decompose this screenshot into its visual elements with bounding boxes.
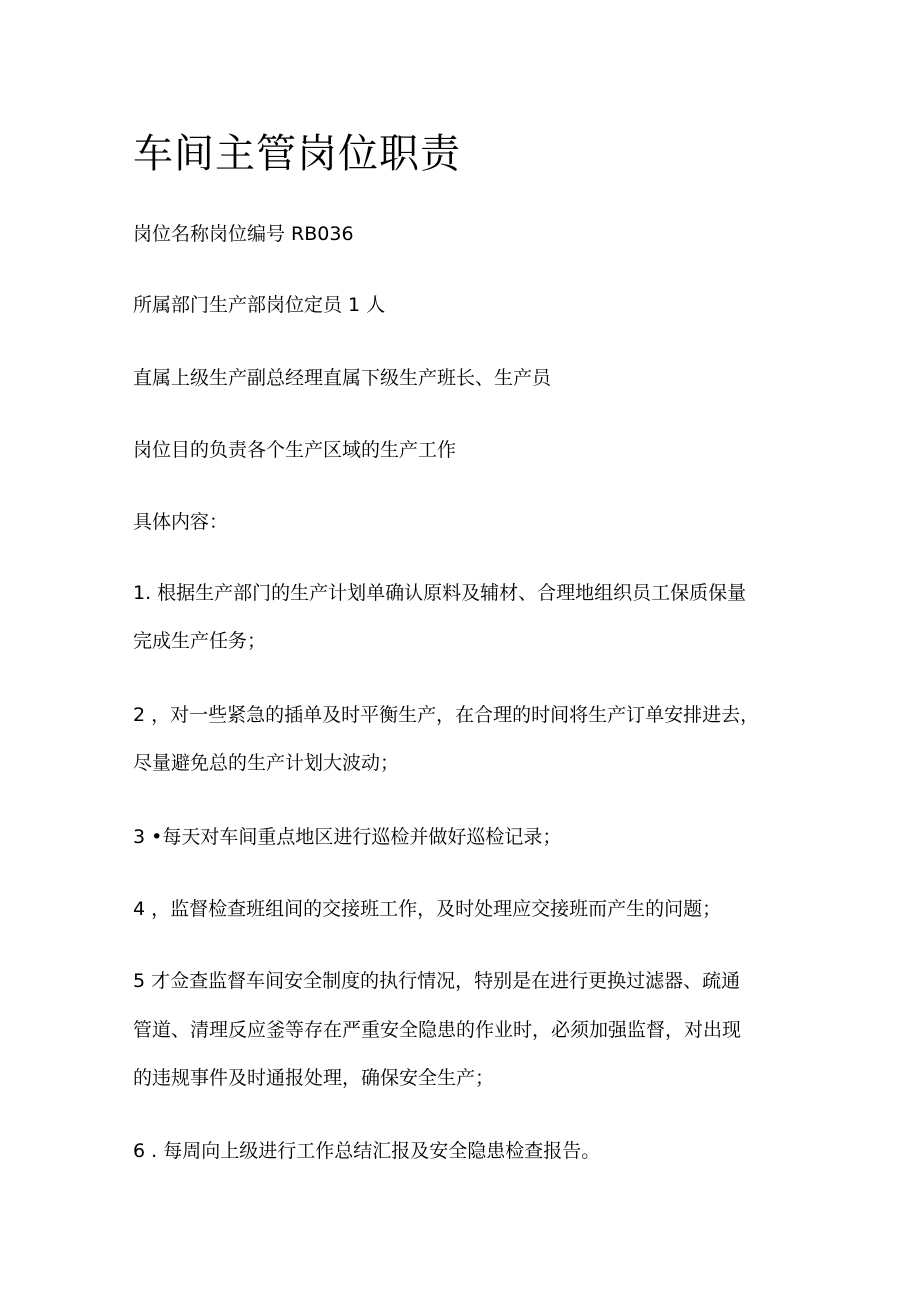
info-supervisor-subordinate: 直属上级生产副总经理直属下级生产班长、生产员 bbox=[133, 367, 552, 389]
list-item-1-line-1: 1. 根据生产部门的生产计划单确认原料及辅材、合理地组织员工保质保量 bbox=[133, 582, 747, 604]
document-title: 车间主管岗位职责 bbox=[133, 131, 461, 177]
content-heading: 具体内容： bbox=[133, 511, 229, 533]
info-position-name-code: 岗位名称岗位编号 RB036 bbox=[133, 223, 354, 245]
list-item-4: 4 ，监督检查班组间的交接班工作，及时处理应交接班而产生的问题； bbox=[133, 898, 722, 920]
info-department-headcount: 所属部门生产部岗位定员 1 人 bbox=[133, 294, 386, 316]
list-item-2-line-1: 2 ，对一些紧急的插单及时平衡生产，在合理的时间将生产订单安排进去， bbox=[133, 704, 760, 726]
list-item-6: 6 . 每周向上级进行工作总结汇报及安全隐患检查报告。 bbox=[133, 1140, 601, 1162]
list-item-2-line-2: 尽量避免总的生产计划大波动； bbox=[133, 752, 400, 774]
list-item-5-line-2: 管道、清理反应釜等存在严重安全隐患的作业时，必须加强监督，对出现 bbox=[133, 1019, 742, 1041]
list-item-1-line-2: 完成生产任务； bbox=[133, 630, 267, 652]
info-position-purpose: 岗位目的负责各个生产区域的生产工作 bbox=[133, 439, 457, 461]
list-item-3: 3 •每天对车间重点地区进行巡检并做好巡检记录； bbox=[133, 826, 562, 848]
list-item-5-line-1: 5 才佥查监督车间安全制度的执行情况，特别是在进行更换过滤器、疏通 bbox=[133, 970, 741, 992]
list-item-5-line-3: 的违规事件及时通报处理，确保安全生产； bbox=[133, 1067, 495, 1089]
